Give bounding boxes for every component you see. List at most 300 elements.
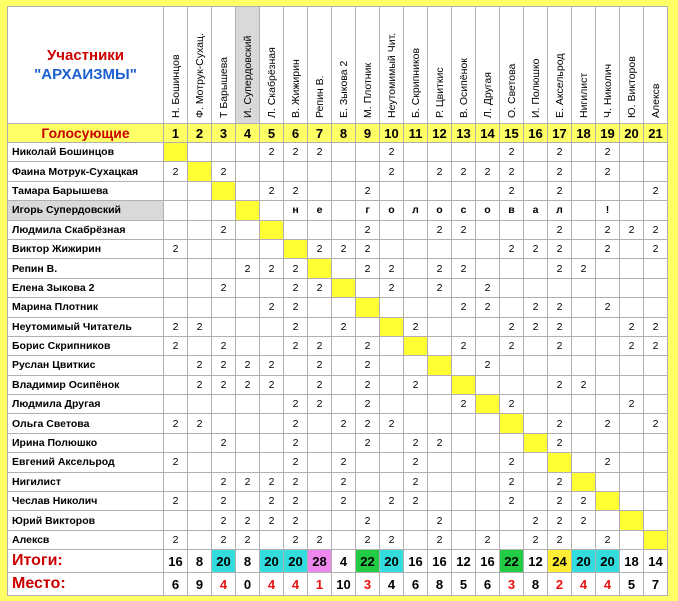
vote-cell bbox=[452, 453, 476, 472]
voter-name: Ирина Полюшко bbox=[8, 433, 164, 452]
vote-cell bbox=[284, 220, 308, 239]
self-vote-cell bbox=[284, 239, 308, 258]
vote-cell: 2 bbox=[380, 414, 404, 433]
vote-cell: 2 bbox=[500, 239, 524, 258]
participant-column-header bbox=[500, 7, 524, 124]
voter-row bbox=[8, 395, 668, 414]
vote-cell bbox=[188, 143, 212, 162]
vote-cell bbox=[572, 356, 596, 375]
participant-name: Ф. Мотрук-Сухац. bbox=[193, 32, 206, 118]
vote-cell bbox=[476, 414, 500, 433]
vote-cell: 2 bbox=[332, 453, 356, 472]
participants-header-row bbox=[8, 7, 668, 124]
vote-cell: 2 bbox=[356, 220, 380, 239]
vote-cell: ! bbox=[596, 201, 620, 220]
vote-cell bbox=[404, 395, 428, 414]
vote-cell bbox=[524, 278, 548, 297]
vote-cell bbox=[524, 472, 548, 491]
vote-cell bbox=[524, 395, 548, 414]
table-title bbox=[8, 7, 164, 124]
place-cell: 8 bbox=[428, 573, 452, 596]
participant-name: В. Жижирин bbox=[289, 58, 302, 118]
vote-cell bbox=[620, 201, 644, 220]
vote-cell: 2 bbox=[236, 375, 260, 394]
participant-column-header bbox=[332, 7, 356, 124]
vote-cell: 2 bbox=[356, 414, 380, 433]
vote-cell: 2 bbox=[548, 414, 572, 433]
vote-cell: 2 bbox=[596, 298, 620, 317]
voter-row bbox=[8, 143, 668, 162]
vote-cell bbox=[476, 220, 500, 239]
column-number: 17 bbox=[548, 124, 572, 143]
participant-name: И. Супердовский bbox=[241, 35, 254, 118]
vote-cell: 2 bbox=[572, 375, 596, 394]
vote-cell: 2 bbox=[356, 433, 380, 452]
voter-row bbox=[8, 375, 668, 394]
vote-cell bbox=[284, 356, 308, 375]
participant-column-header bbox=[476, 7, 500, 124]
participant-name: В. Осипёнок bbox=[457, 57, 470, 118]
self-vote-cell bbox=[620, 511, 644, 530]
participant-column-header bbox=[572, 7, 596, 124]
vote-cell: 2 bbox=[164, 414, 188, 433]
vote-cell bbox=[596, 317, 620, 336]
column-number: 14 bbox=[476, 124, 500, 143]
vote-cell bbox=[644, 278, 668, 297]
vote-cell: 2 bbox=[380, 492, 404, 511]
place-cell: 9 bbox=[188, 573, 212, 596]
vote-cell: о bbox=[476, 201, 500, 220]
vote-cell: 2 bbox=[500, 162, 524, 181]
vote-cell bbox=[404, 259, 428, 278]
vote-cell: о bbox=[428, 201, 452, 220]
vote-cell: л bbox=[404, 201, 428, 220]
vote-cell: 2 bbox=[500, 395, 524, 414]
vote-cell bbox=[260, 317, 284, 336]
self-vote-cell bbox=[236, 201, 260, 220]
vote-cell bbox=[308, 414, 332, 433]
vote-cell bbox=[524, 143, 548, 162]
vote-cell: 2 bbox=[548, 511, 572, 530]
vote-cell bbox=[212, 453, 236, 472]
vote-cell: 2 bbox=[644, 239, 668, 258]
vote-cell: 2 bbox=[428, 278, 452, 297]
vote-cell: 2 bbox=[356, 356, 380, 375]
vote-cell: 2 bbox=[428, 259, 452, 278]
vote-cell bbox=[188, 298, 212, 317]
vote-cell bbox=[500, 530, 524, 549]
vote-cell bbox=[596, 395, 620, 414]
vote-cell: 2 bbox=[452, 395, 476, 414]
vote-cell: 2 bbox=[524, 530, 548, 549]
vote-cell: 2 bbox=[620, 336, 644, 355]
vote-cell bbox=[596, 356, 620, 375]
places-row bbox=[8, 573, 668, 596]
vote-cell bbox=[572, 220, 596, 239]
vote-cell bbox=[452, 143, 476, 162]
place-cell: 6 bbox=[164, 573, 188, 596]
vote-cell bbox=[164, 298, 188, 317]
vote-cell: 2 bbox=[284, 181, 308, 200]
vote-cell: 2 bbox=[548, 143, 572, 162]
vote-cell bbox=[380, 511, 404, 530]
voter-row bbox=[8, 298, 668, 317]
vote-cell: 2 bbox=[548, 317, 572, 336]
vote-cell bbox=[644, 453, 668, 472]
vote-cell: 2 bbox=[236, 472, 260, 491]
participant-column-header bbox=[620, 7, 644, 124]
vote-cell: 2 bbox=[284, 433, 308, 452]
vote-cell bbox=[380, 239, 404, 258]
vote-cell bbox=[644, 259, 668, 278]
vote-cell: 2 bbox=[620, 395, 644, 414]
vote-cell bbox=[188, 259, 212, 278]
vote-cell bbox=[452, 414, 476, 433]
total-cell: 4 bbox=[332, 550, 356, 573]
vote-cell bbox=[236, 181, 260, 200]
vote-cell bbox=[620, 181, 644, 200]
participant-name: Е. Аксельрод bbox=[553, 53, 566, 118]
vote-cell: 2 bbox=[404, 492, 428, 511]
vote-cell: с bbox=[452, 201, 476, 220]
vote-cell: 2 bbox=[500, 317, 524, 336]
vote-cell: 2 bbox=[188, 317, 212, 336]
vote-cell bbox=[524, 414, 548, 433]
vote-cell: 2 bbox=[164, 492, 188, 511]
vote-cell: 2 bbox=[164, 239, 188, 258]
vote-cell bbox=[500, 433, 524, 452]
voter-name: Людмила Скабрёзная bbox=[8, 220, 164, 239]
participant-column-header bbox=[548, 7, 572, 124]
participant-name: Р. Цвиткис bbox=[433, 66, 446, 118]
vote-cell: 2 bbox=[428, 433, 452, 452]
vote-cell: 2 bbox=[548, 220, 572, 239]
vote-cell: 2 bbox=[548, 530, 572, 549]
total-cell: 12 bbox=[524, 550, 548, 573]
column-number: 12 bbox=[428, 124, 452, 143]
column-number: 16 bbox=[524, 124, 548, 143]
vote-cell: 2 bbox=[380, 162, 404, 181]
vote-cell: 2 bbox=[380, 143, 404, 162]
vote-cell bbox=[572, 414, 596, 433]
vote-cell bbox=[236, 143, 260, 162]
vote-cell: 2 bbox=[188, 375, 212, 394]
vote-cell: 2 bbox=[476, 278, 500, 297]
vote-cell bbox=[164, 375, 188, 394]
vote-cell: 2 bbox=[356, 259, 380, 278]
vote-cell: 2 bbox=[428, 220, 452, 239]
vote-cell: 2 bbox=[284, 278, 308, 297]
vote-cell bbox=[476, 317, 500, 336]
vote-cell: 2 bbox=[260, 511, 284, 530]
vote-cell: 2 bbox=[476, 298, 500, 317]
vote-cell: 2 bbox=[284, 317, 308, 336]
vote-cell: 2 bbox=[260, 143, 284, 162]
vote-cell: 2 bbox=[332, 472, 356, 491]
self-vote-cell bbox=[212, 181, 236, 200]
vote-cell bbox=[596, 278, 620, 297]
vote-cell bbox=[308, 433, 332, 452]
vote-cell: 2 bbox=[308, 395, 332, 414]
vote-cell bbox=[476, 375, 500, 394]
vote-cell: 2 bbox=[428, 530, 452, 549]
total-cell: 20 bbox=[260, 550, 284, 573]
vote-cell bbox=[524, 220, 548, 239]
voter-row bbox=[8, 414, 668, 433]
place-cell: 6 bbox=[476, 573, 500, 596]
vote-cell bbox=[380, 356, 404, 375]
vote-cell: 2 bbox=[500, 472, 524, 491]
vote-cell: 2 bbox=[452, 298, 476, 317]
place-cell: 1 bbox=[308, 573, 332, 596]
vote-cell: 2 bbox=[356, 375, 380, 394]
participant-column-header bbox=[644, 7, 668, 124]
vote-cell bbox=[404, 239, 428, 258]
vote-cell bbox=[164, 433, 188, 452]
vote-cell bbox=[356, 453, 380, 472]
vote-cell: 2 bbox=[500, 492, 524, 511]
participant-column-header bbox=[404, 7, 428, 124]
voter-name: Руслан Цвиткис bbox=[8, 356, 164, 375]
vote-cell: 2 bbox=[380, 530, 404, 549]
vote-cell bbox=[188, 181, 212, 200]
place-cell: 7 bbox=[644, 573, 668, 596]
vote-cell bbox=[620, 356, 644, 375]
vote-cell bbox=[524, 259, 548, 278]
vote-cell bbox=[524, 453, 548, 472]
vote-cell bbox=[188, 220, 212, 239]
vote-cell: 2 bbox=[548, 259, 572, 278]
voter-row bbox=[8, 356, 668, 375]
voter-name: Нигилист bbox=[8, 472, 164, 491]
self-vote-cell bbox=[524, 433, 548, 452]
totals-row bbox=[8, 550, 668, 573]
voter-row bbox=[8, 220, 668, 239]
vote-cell bbox=[164, 511, 188, 530]
vote-cell bbox=[332, 375, 356, 394]
vote-cell: 2 bbox=[260, 472, 284, 491]
vote-cell bbox=[476, 239, 500, 258]
vote-cell bbox=[596, 259, 620, 278]
vote-cell: 2 bbox=[332, 414, 356, 433]
vote-cell bbox=[356, 472, 380, 491]
vote-cell bbox=[644, 375, 668, 394]
vote-cell bbox=[260, 395, 284, 414]
vote-cell bbox=[236, 433, 260, 452]
vote-cell bbox=[212, 317, 236, 336]
vote-cell: 2 bbox=[596, 162, 620, 181]
vote-cell: н bbox=[284, 201, 308, 220]
vote-cell bbox=[236, 317, 260, 336]
vote-cell bbox=[428, 375, 452, 394]
vote-cell bbox=[260, 336, 284, 355]
vote-cell bbox=[476, 181, 500, 200]
vote-cell: 2 bbox=[644, 336, 668, 355]
column-number: 3 bbox=[212, 124, 236, 143]
vote-cell: 2 bbox=[596, 530, 620, 549]
vote-cell bbox=[644, 162, 668, 181]
total-cell: 20 bbox=[596, 550, 620, 573]
vote-cell: 2 bbox=[236, 530, 260, 549]
vote-cell bbox=[524, 336, 548, 355]
vote-cell bbox=[308, 220, 332, 239]
vote-cell: 2 bbox=[548, 375, 572, 394]
vote-cell: 2 bbox=[548, 298, 572, 317]
vote-cell: 2 bbox=[452, 336, 476, 355]
vote-cell: 2 bbox=[476, 356, 500, 375]
voter-name: Фаина Мотрук-Сухацкая bbox=[8, 162, 164, 181]
vote-cell bbox=[188, 511, 212, 530]
voter-row bbox=[8, 433, 668, 452]
vote-cell bbox=[452, 511, 476, 530]
vote-cell bbox=[572, 433, 596, 452]
participant-column-header bbox=[188, 7, 212, 124]
vote-cell: 2 bbox=[380, 278, 404, 297]
place-cell: 4 bbox=[380, 573, 404, 596]
vote-cell bbox=[452, 317, 476, 336]
column-number: 4 bbox=[236, 124, 260, 143]
vote-cell bbox=[428, 453, 452, 472]
place-cell: 6 bbox=[404, 573, 428, 596]
vote-cell bbox=[404, 530, 428, 549]
vote-cell: о bbox=[380, 201, 404, 220]
vote-cell bbox=[572, 298, 596, 317]
voter-name: Николай Бошинцов bbox=[8, 143, 164, 162]
vote-cell bbox=[236, 336, 260, 355]
vote-cell bbox=[572, 395, 596, 414]
vote-cell bbox=[452, 181, 476, 200]
vote-cell bbox=[212, 414, 236, 433]
vote-cell bbox=[236, 239, 260, 258]
vote-cell bbox=[332, 162, 356, 181]
self-vote-cell bbox=[476, 395, 500, 414]
participant-name: Репин В. bbox=[313, 74, 326, 118]
vote-cell: 2 bbox=[404, 317, 428, 336]
vote-cell bbox=[164, 259, 188, 278]
voter-row bbox=[8, 453, 668, 472]
vote-cell: 2 bbox=[308, 143, 332, 162]
vote-cell: 2 bbox=[548, 433, 572, 452]
vote-cell: 2 bbox=[500, 336, 524, 355]
vote-cell: 2 bbox=[524, 298, 548, 317]
vote-cell bbox=[164, 201, 188, 220]
vote-cell: 2 bbox=[428, 162, 452, 181]
vote-cell bbox=[188, 492, 212, 511]
voter-name: Игорь Супердовский bbox=[8, 201, 164, 220]
vote-cell bbox=[380, 472, 404, 491]
vote-cell bbox=[236, 453, 260, 472]
vote-cell bbox=[332, 336, 356, 355]
vote-cell: 2 bbox=[476, 530, 500, 549]
total-cell: 12 bbox=[452, 550, 476, 573]
vote-cell bbox=[620, 492, 644, 511]
vote-cell bbox=[236, 414, 260, 433]
vote-cell bbox=[476, 453, 500, 472]
vote-cell bbox=[236, 162, 260, 181]
vote-cell bbox=[188, 278, 212, 297]
vote-cell bbox=[284, 375, 308, 394]
vote-cell bbox=[356, 317, 380, 336]
column-number: 1 bbox=[164, 124, 188, 143]
vote-cell: 2 bbox=[236, 511, 260, 530]
vote-cell bbox=[308, 162, 332, 181]
vote-cell bbox=[404, 181, 428, 200]
participant-name: Алексв bbox=[649, 82, 662, 118]
vote-cell: 2 bbox=[644, 317, 668, 336]
vote-cell: 2 bbox=[260, 492, 284, 511]
self-vote-cell bbox=[308, 259, 332, 278]
vote-cell bbox=[380, 375, 404, 394]
column-number: 11 bbox=[404, 124, 428, 143]
vote-cell bbox=[212, 298, 236, 317]
participant-column-header bbox=[596, 7, 620, 124]
vote-cell bbox=[212, 143, 236, 162]
vote-cell: 2 bbox=[356, 336, 380, 355]
vote-cell: 2 bbox=[572, 492, 596, 511]
vote-cell: 2 bbox=[404, 472, 428, 491]
vote-cell: 2 bbox=[212, 472, 236, 491]
vote-cell bbox=[452, 278, 476, 297]
vote-cell bbox=[332, 220, 356, 239]
vote-cell bbox=[620, 162, 644, 181]
vote-cell bbox=[236, 492, 260, 511]
participant-column-header bbox=[524, 7, 548, 124]
self-vote-cell bbox=[500, 414, 524, 433]
vote-cell: 2 bbox=[452, 220, 476, 239]
total-cell: 24 bbox=[548, 550, 572, 573]
participant-column-header bbox=[260, 7, 284, 124]
self-vote-cell bbox=[596, 492, 620, 511]
voter-name: Тамара Барышева bbox=[8, 181, 164, 200]
total-cell: 20 bbox=[380, 550, 404, 573]
vote-cell bbox=[380, 336, 404, 355]
participant-name: Н. Бошинцов bbox=[169, 53, 182, 118]
vote-cell bbox=[404, 356, 428, 375]
self-vote-cell bbox=[332, 278, 356, 297]
vote-cell bbox=[380, 220, 404, 239]
vote-cell: 2 bbox=[308, 239, 332, 258]
total-cell: 14 bbox=[644, 550, 668, 573]
vote-cell bbox=[188, 453, 212, 472]
vote-cell bbox=[596, 336, 620, 355]
vote-cell bbox=[452, 356, 476, 375]
place-cell: 4 bbox=[284, 573, 308, 596]
voter-name: Елена Зыкова 2 bbox=[8, 278, 164, 297]
vote-cell bbox=[428, 472, 452, 491]
vote-cell bbox=[428, 181, 452, 200]
total-cell: 16 bbox=[164, 550, 188, 573]
vote-cell bbox=[548, 278, 572, 297]
vote-cell: 2 bbox=[284, 259, 308, 278]
vote-cell bbox=[236, 395, 260, 414]
vote-cell bbox=[356, 162, 380, 181]
voter-row bbox=[8, 530, 668, 549]
vote-cell: 2 bbox=[524, 511, 548, 530]
place-cell: 0 bbox=[236, 573, 260, 596]
self-vote-cell bbox=[164, 143, 188, 162]
place-cell: 4 bbox=[212, 573, 236, 596]
voter-name: Виктор Жижирин bbox=[8, 239, 164, 258]
vote-cell bbox=[644, 143, 668, 162]
vote-cell bbox=[524, 356, 548, 375]
vote-cell bbox=[164, 356, 188, 375]
vote-cell bbox=[596, 375, 620, 394]
vote-cell bbox=[572, 162, 596, 181]
voter-row bbox=[8, 162, 668, 181]
vote-cell: 2 bbox=[284, 530, 308, 549]
vote-cell: 2 bbox=[164, 530, 188, 549]
participant-name: О. Светова bbox=[505, 63, 518, 118]
